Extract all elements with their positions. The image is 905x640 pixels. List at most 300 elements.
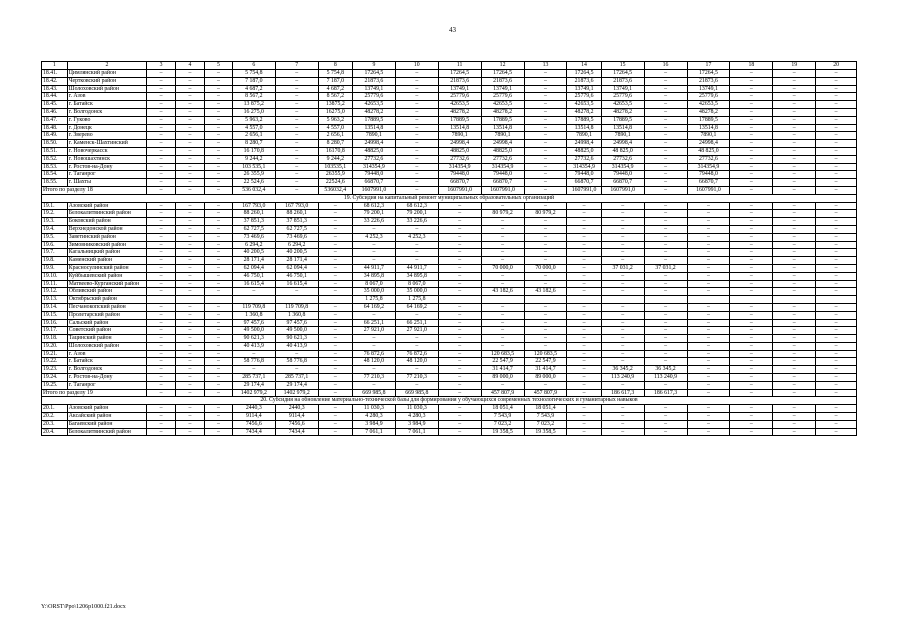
table-cell: 8 567,2: [318, 93, 352, 101]
table-cell: –: [644, 171, 687, 179]
table-row: [42, 350, 857, 358]
table-cell: –: [438, 218, 481, 226]
row-number: 18.43.: [42, 85, 68, 93]
table-row: [42, 272, 857, 280]
table-cell: –: [204, 101, 232, 109]
table-cell: –: [730, 350, 773, 358]
table-cell: –: [176, 108, 205, 116]
table-cell: –: [687, 413, 730, 421]
table-cell: –: [524, 335, 567, 343]
table-cell: –: [524, 163, 567, 171]
table-cell: –: [176, 132, 205, 140]
table-cell: –: [601, 218, 644, 226]
table-row: [42, 335, 857, 343]
table-cell: –: [816, 342, 857, 350]
table-cell: –: [204, 288, 232, 296]
table-cell: –: [567, 358, 601, 366]
table-cell: –: [644, 405, 687, 413]
row-number: 19.7.: [42, 249, 68, 257]
table-cell: –: [352, 241, 395, 249]
table-cell: –: [644, 108, 687, 116]
table-cell: –: [204, 358, 232, 366]
table-cell: –: [176, 350, 205, 358]
table-cell: –: [176, 366, 205, 374]
table-cell: –: [204, 311, 232, 319]
table-cell: –: [644, 202, 687, 210]
table-cell: –: [176, 420, 205, 428]
table-cell: –: [644, 241, 687, 249]
table-cell: 79448,0: [567, 171, 601, 179]
table-cell: 16170,8: [318, 147, 352, 155]
table-cell: –: [644, 155, 687, 163]
table-row: [42, 327, 857, 335]
table-cell: –: [147, 241, 176, 249]
table-cell: 49 500,0: [232, 327, 275, 335]
table-cell: 1607991,0: [687, 186, 730, 194]
table-cell: –: [438, 264, 481, 272]
table-cell: –: [204, 186, 232, 194]
table-cell: 1402 979,2: [232, 389, 275, 397]
table-cell: –: [524, 272, 567, 280]
table-cell: –: [601, 225, 644, 233]
table-cell: 48 120,0: [395, 358, 438, 366]
table-cell: 17264,5: [601, 70, 644, 78]
table-cell: –: [524, 280, 567, 288]
row-number: 19.5.: [42, 233, 68, 241]
table-cell: –: [816, 428, 857, 436]
row-number: 20.2.: [42, 413, 68, 421]
table-cell: 66870,7: [601, 179, 644, 187]
table-cell: 3 984,9: [395, 420, 438, 428]
table-cell: 73 469,6: [275, 233, 318, 241]
table-cell: –: [524, 124, 567, 132]
table-cell: –: [816, 264, 857, 272]
table-cell: –: [318, 366, 352, 374]
table-cell: –: [816, 257, 857, 265]
table-cell: –: [730, 163, 773, 171]
total-row: [42, 389, 857, 397]
table-cell: –: [318, 264, 352, 272]
table-cell: 62 727,5: [275, 225, 318, 233]
table-cell: 4 687,2: [318, 85, 352, 93]
row-number: 19.4.: [42, 225, 68, 233]
table-row: [42, 70, 857, 78]
table-cell: 13749,1: [438, 85, 481, 93]
table-cell: –: [567, 342, 601, 350]
municipality-name: Боковский район: [67, 218, 146, 226]
table-cell: –: [524, 233, 567, 241]
table-cell: –: [567, 218, 601, 226]
table-cell: –: [204, 319, 232, 327]
table-cell: –: [730, 77, 773, 85]
table-cell: –: [567, 202, 601, 210]
table-cell: 97 457,6: [232, 319, 275, 327]
table-cell: –: [275, 179, 318, 187]
table-cell: 46 750,1: [232, 272, 275, 280]
table-cell: –: [275, 350, 318, 358]
table-cell: –: [567, 288, 601, 296]
table-cell: 22 547,9: [524, 358, 567, 366]
section-heading-row: [42, 397, 857, 405]
column-number: 1: [42, 62, 68, 70]
table-cell: [481, 296, 524, 304]
table-cell: 13514,8: [601, 124, 644, 132]
table-cell: –: [601, 428, 644, 436]
table-cell: –: [481, 257, 524, 265]
table-cell: –: [318, 272, 352, 280]
table-cell: –: [773, 108, 816, 116]
table-cell: 17889,5: [601, 116, 644, 124]
table-cell: –: [601, 358, 644, 366]
table-cell: –: [644, 249, 687, 257]
table-cell: 13 875,2: [232, 101, 275, 109]
table-cell: 21873,6: [352, 77, 395, 85]
municipality-name: г. Батайск: [67, 101, 146, 109]
table-cell: 77 210,3: [352, 374, 395, 382]
table-cell: –: [524, 132, 567, 140]
table-cell: 25779,6: [687, 93, 730, 101]
table-cell: –: [730, 241, 773, 249]
table-cell: 80 979,2: [481, 210, 524, 218]
table-cell: –: [275, 101, 318, 109]
table-row: [42, 264, 857, 272]
table-cell: –: [773, 413, 816, 421]
table-cell: –: [318, 420, 352, 428]
table-cell: 44 911,7: [352, 264, 395, 272]
row-number: 19.16.: [42, 319, 68, 327]
table-cell: –: [730, 358, 773, 366]
table-cell: –: [644, 319, 687, 327]
table-cell: –: [773, 389, 816, 397]
table-cell: –: [438, 420, 481, 428]
table-cell: –: [601, 335, 644, 343]
row-number: 19.13.: [42, 296, 68, 304]
table-cell: [601, 296, 644, 304]
table-cell: –: [204, 70, 232, 78]
table-cell: –: [567, 335, 601, 343]
table-cell: –: [773, 218, 816, 226]
table-cell: –: [773, 210, 816, 218]
table-cell: –: [147, 405, 176, 413]
table-row: [42, 405, 857, 413]
row-number: 18.55.: [42, 179, 68, 187]
table-cell: 43 182,6: [481, 288, 524, 296]
row-number: 18.54.: [42, 171, 68, 179]
table-row: [42, 147, 857, 155]
column-number: 18: [730, 62, 773, 70]
table-cell: –: [176, 428, 205, 436]
table-cell: –: [318, 413, 352, 421]
table-cell: –: [524, 147, 567, 155]
table-cell: 7 023,2: [524, 420, 567, 428]
table-cell: 40 200,5: [275, 249, 318, 257]
table-cell: 90 621,3: [275, 335, 318, 343]
row-number: 20.3.: [42, 420, 68, 428]
table-row: [42, 171, 857, 179]
table-cell: –: [601, 249, 644, 257]
table-cell: –: [524, 108, 567, 116]
table-cell: –: [687, 233, 730, 241]
table-cell: [204, 296, 232, 304]
table-cell: –: [318, 210, 352, 218]
table-cell: 18 051,4: [481, 405, 524, 413]
table-cell: –: [204, 342, 232, 350]
table-cell: 68 612,3: [395, 202, 438, 210]
row-number: 19.9.: [42, 264, 68, 272]
table-cell: –: [567, 381, 601, 389]
file-path-footer: Y:\ORST\Ppo\1206p1000.f21.docx: [41, 604, 126, 610]
table-cell: –: [524, 249, 567, 257]
table-cell: –: [687, 303, 730, 311]
table-cell: 76 872,6: [395, 350, 438, 358]
table-cell: –: [567, 241, 601, 249]
table-cell: –: [730, 147, 773, 155]
table-cell: –: [773, 93, 816, 101]
table-cell: –: [816, 124, 857, 132]
table-cell: 1 275,8: [352, 296, 395, 304]
table-cell: –: [816, 280, 857, 288]
table-cell: –: [644, 311, 687, 319]
table-cell: –: [318, 428, 352, 436]
table-cell: –: [730, 264, 773, 272]
table-cell: –: [204, 350, 232, 358]
table-cell: 79448,0: [352, 171, 395, 179]
table-cell: 58 776,8: [232, 358, 275, 366]
table-cell: –: [318, 327, 352, 335]
table-cell: –: [147, 233, 176, 241]
table-cell: –: [438, 241, 481, 249]
table-cell: 314354,9: [687, 163, 730, 171]
table-cell: 5 963,2: [232, 116, 275, 124]
table-cell: –: [524, 327, 567, 335]
table-cell: –: [773, 70, 816, 78]
table-cell: –: [730, 225, 773, 233]
table-cell: –: [816, 85, 857, 93]
table-cell: [232, 296, 275, 304]
table-cell: –: [481, 311, 524, 319]
table-cell: –: [176, 319, 205, 327]
table-cell: –: [204, 366, 232, 374]
table-cell: –: [395, 77, 438, 85]
table-cell: –: [730, 233, 773, 241]
table-cell: –: [318, 233, 352, 241]
municipality-name: г. Новочеркасск: [67, 147, 146, 155]
municipality-name: Зимовниковский район: [67, 241, 146, 249]
table-cell: –: [204, 233, 232, 241]
table-cell: –: [524, 225, 567, 233]
table-cell: –: [644, 342, 687, 350]
table-cell: 37 031,2: [644, 264, 687, 272]
table-cell: –: [147, 225, 176, 233]
table-cell: 8 280,7: [318, 140, 352, 148]
table-cell: 48825,0: [438, 147, 481, 155]
table-cell: –: [438, 389, 481, 397]
table-cell: 37 031,2: [601, 264, 644, 272]
table-cell: –: [567, 257, 601, 265]
table-cell: [644, 296, 687, 304]
table-cell: 536032,4: [318, 186, 352, 194]
table-cell: –: [481, 327, 524, 335]
table-cell: 17264,5: [687, 70, 730, 78]
table-cell: –: [730, 374, 773, 382]
table-cell: –: [773, 140, 816, 148]
table-cell: 4 252,3: [352, 233, 395, 241]
table-cell: 285 737,1: [232, 374, 275, 382]
table-cell: –: [730, 93, 773, 101]
table-cell: 48825,0: [567, 147, 601, 155]
table-cell: 24998,4: [687, 140, 730, 148]
table-cell: –: [730, 428, 773, 436]
table-cell: –: [395, 132, 438, 140]
table-cell: –: [816, 140, 857, 148]
row-number: 19.2.: [42, 210, 68, 218]
row-number: 19.15.: [42, 311, 68, 319]
table-cell: 88 260,1: [275, 210, 318, 218]
table-cell: –: [147, 257, 176, 265]
table-cell: –: [730, 155, 773, 163]
table-cell: –: [816, 358, 857, 366]
table-row: [42, 85, 857, 93]
table-cell: 42653,5: [601, 101, 644, 109]
row-number: 19.22.: [42, 358, 68, 366]
table-cell: –: [318, 241, 352, 249]
table-cell: 7890,1: [352, 132, 395, 140]
table-cell: 5 754,8: [318, 70, 352, 78]
table-cell: –: [687, 335, 730, 343]
table-cell: –: [687, 428, 730, 436]
row-number: 19.6.: [42, 241, 68, 249]
table-cell: –: [816, 155, 857, 163]
table-cell: –: [438, 233, 481, 241]
table-cell: 24998,4: [481, 140, 524, 148]
table-cell: 66870,7: [567, 179, 601, 187]
table-row: [42, 366, 857, 374]
municipality-name: г. Шахты: [67, 179, 146, 187]
table-cell: 7890,1: [567, 132, 601, 140]
table-cell: –: [176, 85, 205, 93]
table-cell: –: [204, 179, 232, 187]
table-cell: [318, 296, 352, 304]
table-row: [42, 93, 857, 101]
table-cell: –: [730, 249, 773, 257]
table-cell: 62 094,4: [275, 264, 318, 272]
table-cell: –: [567, 319, 601, 327]
table-cell: –: [816, 108, 857, 116]
table-cell: 37 851,3: [275, 218, 318, 226]
table-cell: –: [438, 374, 481, 382]
municipality-name: г. Волгодонск: [67, 108, 146, 116]
table-cell: –: [773, 163, 816, 171]
table-cell: –: [567, 225, 601, 233]
table-cell: –: [524, 241, 567, 249]
table-cell: 48825,0: [352, 147, 395, 155]
table-cell: –: [438, 319, 481, 327]
table-cell: 4 280,3: [352, 413, 395, 421]
table-cell: –: [147, 249, 176, 257]
table-row: [42, 420, 857, 428]
table-cell: –: [438, 202, 481, 210]
table-cell: –: [524, 202, 567, 210]
table-cell: –: [816, 366, 857, 374]
table-cell: –: [147, 327, 176, 335]
table-cell: –: [204, 303, 232, 311]
table-cell: –: [567, 249, 601, 257]
table-row: [42, 249, 857, 257]
table-cell: 11 030,3: [352, 405, 395, 413]
table-cell: –: [176, 405, 205, 413]
table-cell: 58 776,8: [275, 358, 318, 366]
table-cell: 27732,6: [567, 155, 601, 163]
table-cell: –: [147, 171, 176, 179]
table-cell: 1 275,8: [395, 296, 438, 304]
page-number: 43: [449, 26, 456, 34]
table-cell: –: [318, 280, 352, 288]
table-cell: –: [147, 116, 176, 124]
table-cell: –: [567, 420, 601, 428]
table-cell: –: [438, 225, 481, 233]
table-cell: –: [687, 280, 730, 288]
table-cell: –: [816, 132, 857, 140]
table-cell: –: [275, 155, 318, 163]
table-cell: 7 543,9: [524, 413, 567, 421]
table-cell: –: [644, 381, 687, 389]
table-cell: –: [644, 327, 687, 335]
table-cell: 26355,9: [318, 171, 352, 179]
table-cell: –: [567, 210, 601, 218]
column-number: 15: [601, 62, 644, 70]
table-cell: 7 023,2: [481, 420, 524, 428]
table-cell: –: [176, 288, 205, 296]
row-number: 19.11.: [42, 280, 68, 288]
table-cell: 21873,6: [601, 77, 644, 85]
table-cell: –: [275, 186, 318, 194]
table-cell: –: [687, 366, 730, 374]
table-cell: –: [773, 327, 816, 335]
municipality-name: Цимлянский район: [67, 70, 146, 78]
table-cell: –: [176, 358, 205, 366]
table-cell: –: [352, 366, 395, 374]
table-cell: –: [773, 116, 816, 124]
municipality-name: Каменский район: [67, 257, 146, 265]
table-cell: 70 000,0: [481, 264, 524, 272]
table-cell: 46 750,1: [275, 272, 318, 280]
table-cell: 1402 979,2: [275, 389, 318, 397]
table-cell: 7 187,0: [318, 77, 352, 85]
table-cell: –: [524, 303, 567, 311]
table-cell: –: [567, 303, 601, 311]
table-cell: –: [644, 280, 687, 288]
municipality-name: Верхнедонской район: [67, 225, 146, 233]
table-cell: –: [395, 179, 438, 187]
table-cell: –: [773, 155, 816, 163]
table-cell: –: [730, 413, 773, 421]
table-cell: [524, 296, 567, 304]
table-cell: –: [318, 257, 352, 265]
row-number: 20.4.: [42, 428, 68, 436]
table-cell: –: [318, 381, 352, 389]
table-cell: –: [204, 249, 232, 257]
row-number: 19.25.: [42, 381, 68, 389]
table-cell: 34 895,8: [352, 272, 395, 280]
table-cell: –: [318, 311, 352, 319]
total-row: [42, 186, 857, 194]
table-cell: –: [438, 257, 481, 265]
table-cell: –: [232, 366, 275, 374]
table-cell: –: [176, 155, 205, 163]
table-cell: –: [352, 311, 395, 319]
table-cell: –: [524, 381, 567, 389]
table-row: [42, 381, 857, 389]
